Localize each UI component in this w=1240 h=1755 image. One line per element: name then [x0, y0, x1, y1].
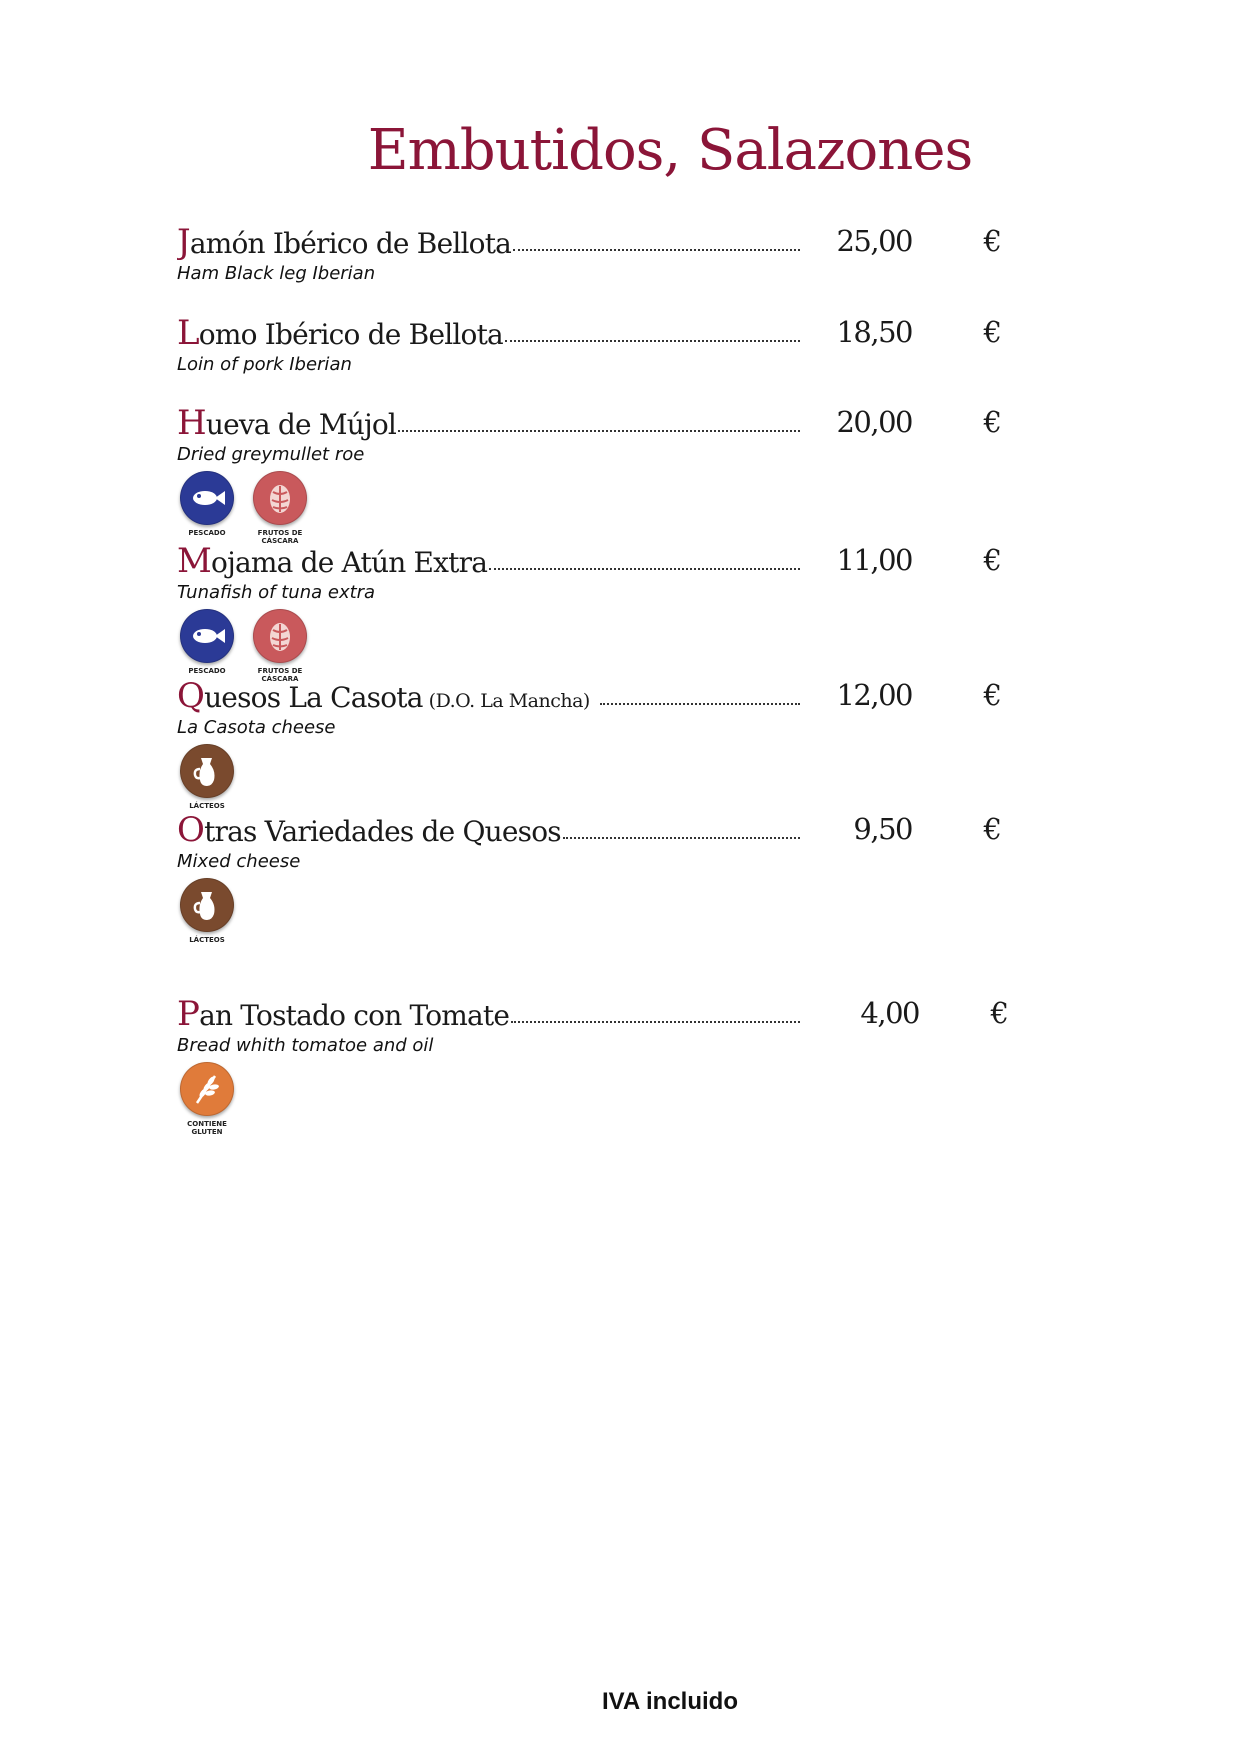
item-name [177, 810, 802, 850]
currency-symbol: € [983, 678, 1002, 712]
menu-item [177, 541, 1027, 683]
item-initial: P [177, 994, 200, 1034]
item-name-rest: tras Variedades de Quesos [204, 815, 561, 848]
currency-symbol: € [983, 543, 1002, 577]
allergen-label: FRUTOS DE CÁSCARA [257, 667, 303, 683]
item-price: 9,50 [853, 812, 912, 846]
menu-item [177, 403, 1027, 545]
allergen-icons [177, 471, 1027, 545]
menu-item [177, 222, 1027, 284]
allergen-label: PESCADO [188, 667, 226, 675]
item-price: 4,00 [860, 996, 919, 1030]
walnut-icon [253, 471, 307, 525]
wheat-icon [180, 1062, 234, 1116]
item-price: 18,50 [836, 315, 912, 349]
item-name [177, 676, 802, 716]
fish-icon [180, 609, 234, 663]
item-subtitle: Mixed cheese [177, 851, 301, 872]
allergen-icons [177, 878, 1027, 944]
item-initial: J [177, 222, 190, 262]
item-price: 11,00 [836, 543, 912, 577]
item-price: 12,00 [836, 678, 912, 712]
item-name-rest: ueva de Mújol [205, 408, 397, 441]
allergen-pescado [177, 609, 237, 683]
item-name [177, 313, 802, 353]
item-name-rest: an Tostado con Tomate [199, 999, 510, 1032]
allergen-lacteos [177, 878, 237, 944]
item-name [177, 994, 802, 1034]
allergen-label: CONTIENE GLUTEN [187, 1120, 227, 1136]
item-subtitle: Loin of pork Iberian [177, 354, 352, 375]
allergen-frutos [250, 471, 310, 545]
item-name [177, 541, 802, 581]
menu-item [177, 810, 1027, 944]
item-origin: (D.O. La Mancha) [428, 690, 590, 712]
item-subtitle: Ham Black leg Iberian [177, 263, 376, 284]
currency-symbol: € [990, 996, 1009, 1030]
item-subtitle: Dried greymullet roe [177, 444, 365, 465]
item-subtitle: Bread whith tomatoe and oil [177, 1035, 434, 1056]
item-name-rest: amón Ibérico de Bellota [189, 227, 512, 260]
allergen-label: LÁCTEOS [189, 802, 225, 810]
item-price: 25,00 [836, 224, 912, 258]
item-price: 20,00 [836, 405, 912, 439]
item-subtitle: La Casota cheese [177, 717, 336, 738]
allergen-label: FRUTOS DE CÁSCARA [257, 529, 303, 545]
allergen-icons [177, 744, 1027, 810]
allergen-lacteos [177, 744, 237, 810]
fish-icon [180, 471, 234, 525]
tax-note: IVA incluido [602, 1688, 738, 1715]
allergen-icons [177, 1062, 1027, 1136]
milk-jug-icon [180, 744, 234, 798]
allergen-gluten [177, 1062, 237, 1136]
item-initial: L [177, 313, 199, 353]
allergen-icons [177, 609, 1027, 683]
leader-dots [600, 703, 800, 705]
menu-item [177, 676, 1027, 810]
allergen-pescado [177, 471, 237, 545]
leader-dots [398, 430, 800, 432]
leader-dots [563, 837, 800, 839]
leader-dots [489, 568, 800, 570]
item-initial: H [177, 403, 206, 443]
menu-item [177, 994, 1027, 1136]
currency-symbol: € [983, 405, 1002, 439]
item-initial: M [177, 541, 212, 581]
item-name [177, 403, 802, 443]
item-subtitle: Tunafish of tuna extra [177, 582, 376, 603]
leader-dots [505, 340, 800, 342]
currency-symbol: € [983, 812, 1002, 846]
item-initial: Q [177, 676, 205, 716]
milk-jug-icon [180, 878, 234, 932]
item-initial: O [177, 810, 205, 850]
currency-symbol: € [983, 224, 1002, 258]
leader-dots [513, 249, 800, 251]
menu-item [177, 313, 1027, 375]
item-name-rest: omo Ibérico de Bellota [198, 318, 503, 351]
allergen-frutos [250, 609, 310, 683]
item-name-rest: uesos La Casota [204, 681, 423, 714]
allergen-label: LÁCTEOS [189, 936, 225, 944]
walnut-icon [253, 609, 307, 663]
page-title: Embutidos, Salazones [367, 118, 973, 183]
allergen-label: PESCADO [188, 529, 226, 537]
item-name [177, 222, 802, 262]
currency-symbol: € [983, 315, 1002, 349]
leader-dots [511, 1021, 800, 1023]
item-name-rest: ojama de Atún Extra [211, 546, 488, 579]
